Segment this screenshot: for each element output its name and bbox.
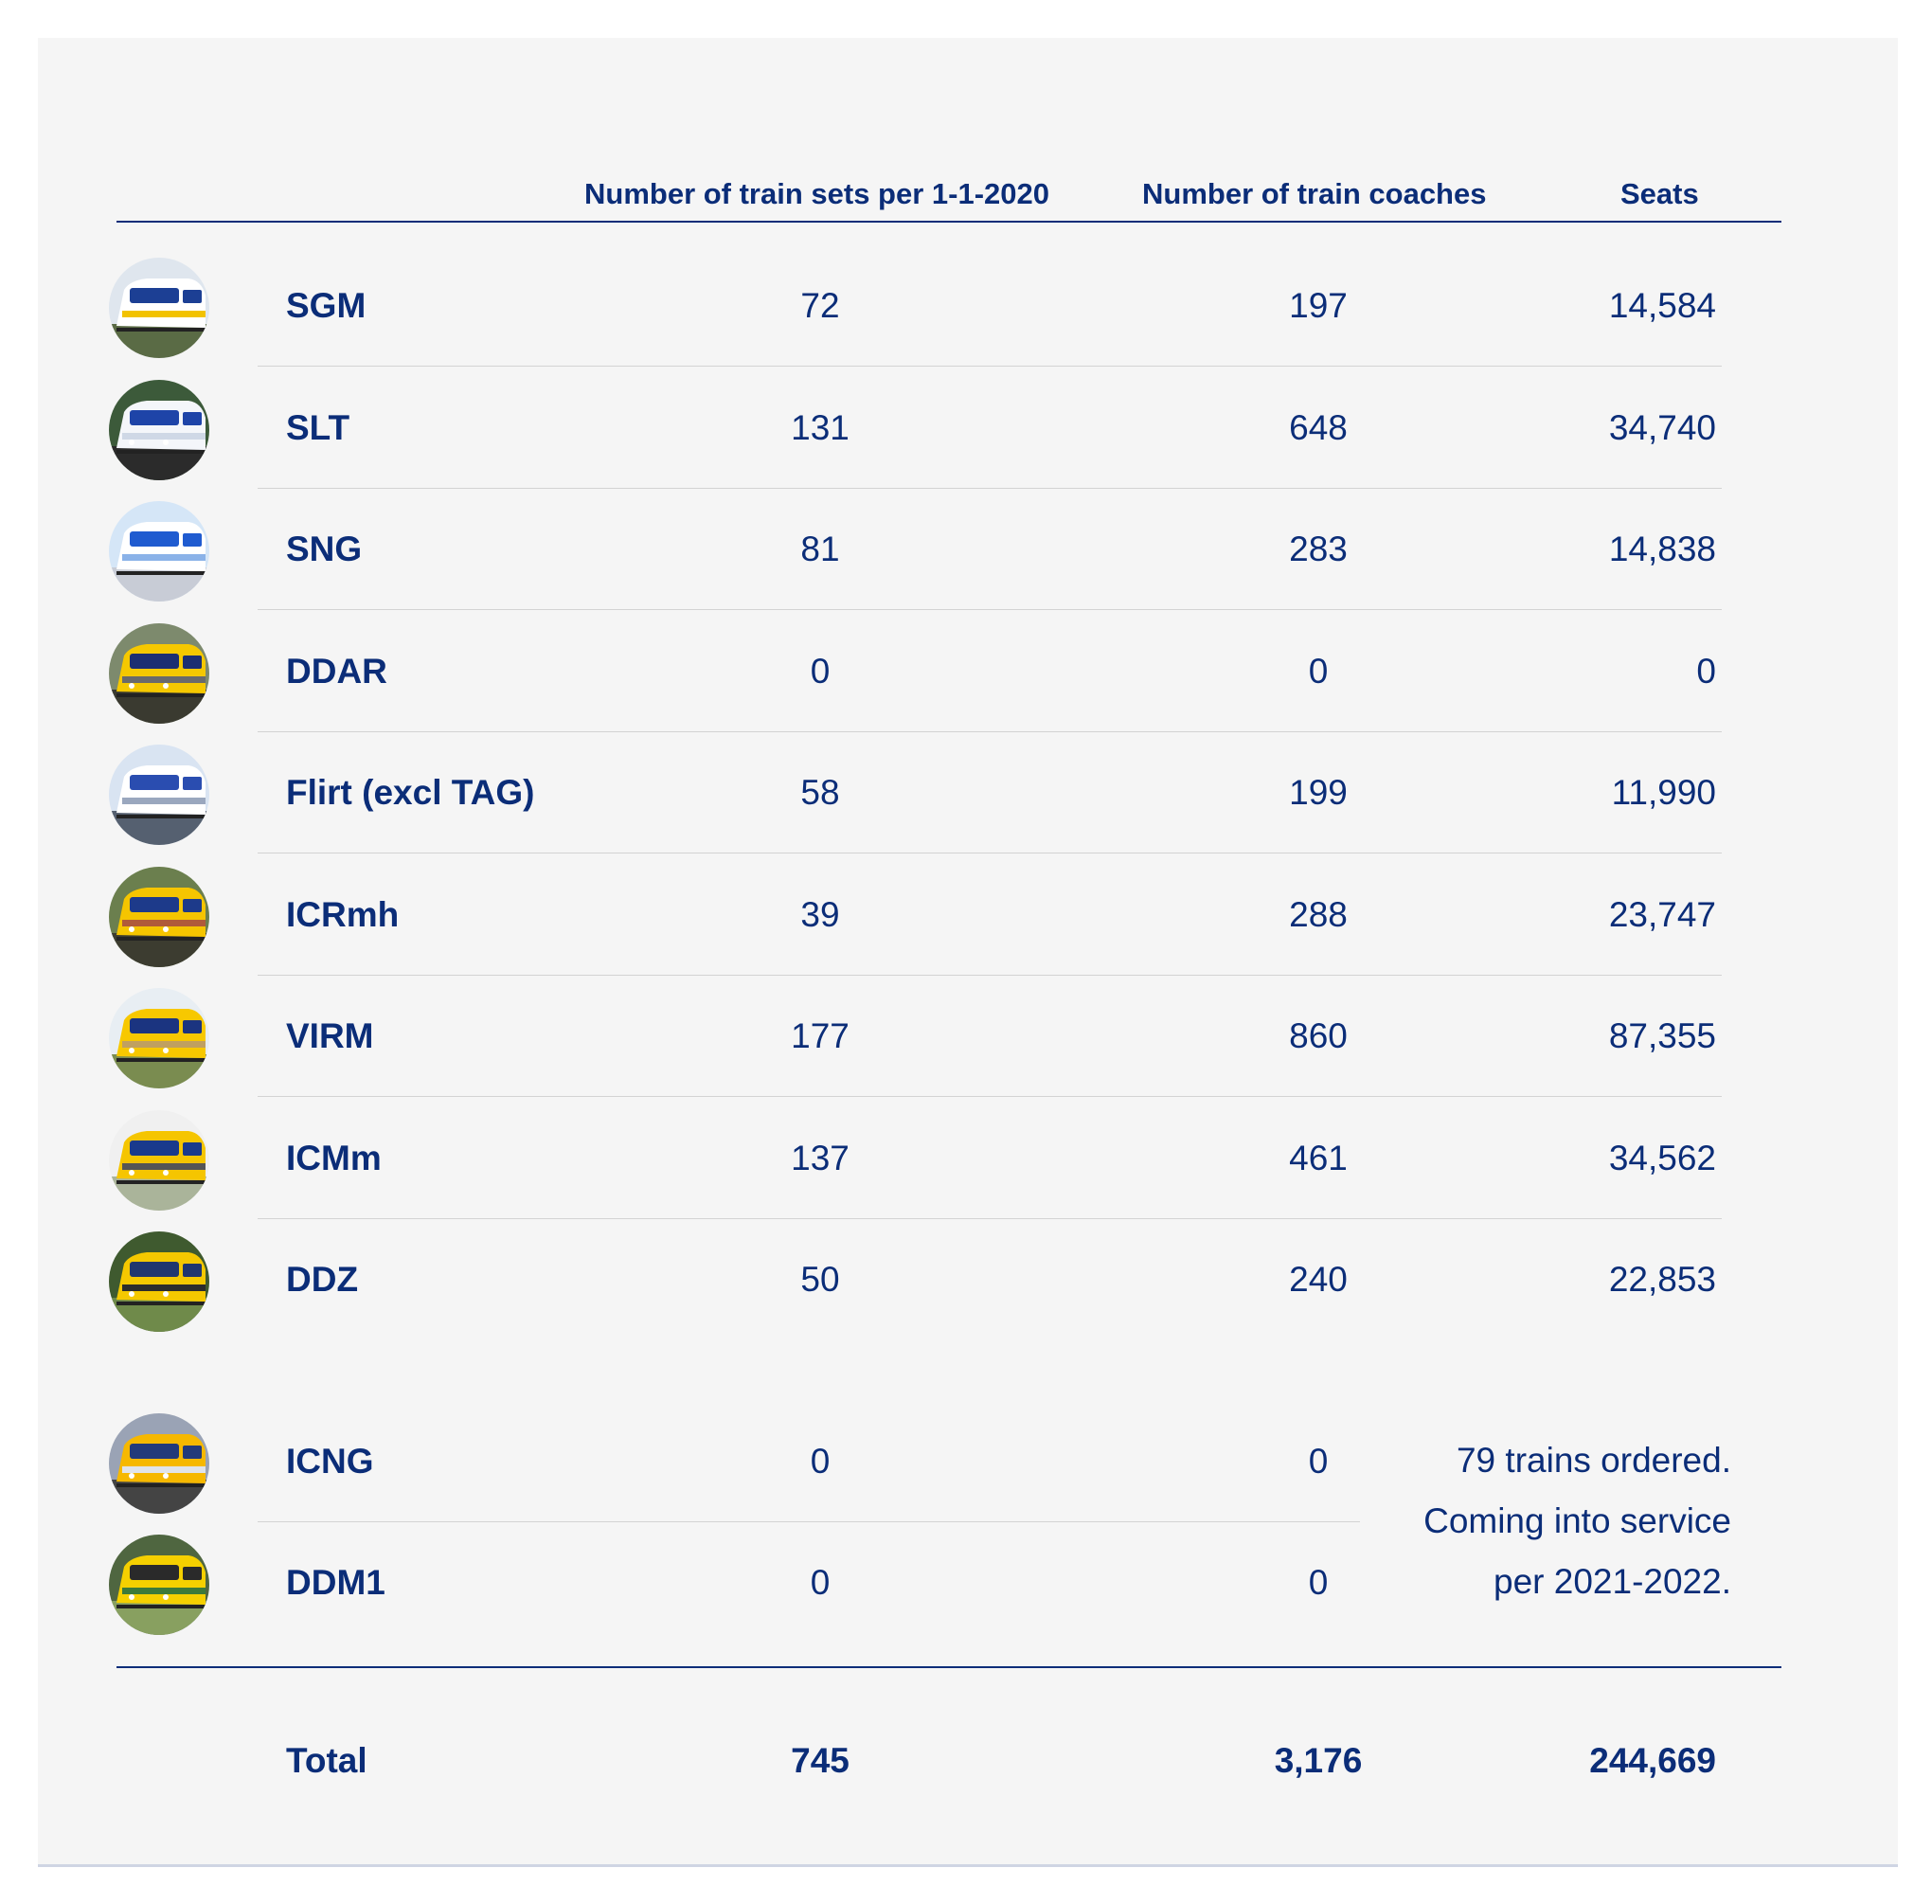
row-seats-flirt-excl-tag: 11,990 [1611,773,1716,812]
row-divider [258,1096,1722,1097]
row-seats-ddar: 0 [1696,652,1716,691]
ddz-train-photo-icon [109,1231,209,1332]
row-train-coaches-slt: 648 [1289,408,1348,447]
row-seats-slt: 34,740 [1608,408,1716,447]
row-name-sng: SNG [286,530,363,568]
row-train-sets-ddar: 0 [810,652,831,691]
flirt-train-photo-icon [109,745,209,845]
row-divider [258,731,1722,732]
row-name-icrmh: ICRmh [286,895,400,934]
ordered-note-line3: per 2021-2022. [1494,1562,1731,1601]
row-train-coaches-ddz: 240 [1289,1260,1348,1299]
row-seats-icrmh: 23,747 [1608,895,1716,934]
row-name-virm: VIRM [286,1016,374,1055]
row-train-coaches-icng: 0 [1308,1442,1329,1481]
row-train-coaches-ddm1: 0 [1308,1563,1329,1602]
row-divider [258,1521,1360,1522]
ordered-note [1326,1430,1731,1612]
row-seats-sgm: 14,584 [1608,286,1716,325]
row-name-flirt-excl-tag: Flirt (excl TAG) [286,773,535,812]
total-train-coaches: 3,176 [1274,1741,1363,1780]
header-train-sets: Number of train sets per 1-1-2020 [584,177,1050,210]
row-train-coaches-sng: 283 [1289,530,1348,568]
header-train-coaches: Number of train coaches [1142,177,1487,210]
header-rule [116,221,1781,223]
row-train-sets-ddm1: 0 [810,1563,831,1602]
row-train-sets-ddz: 50 [800,1260,840,1299]
icrmh-train-photo-icon [109,867,209,967]
sgm-train-photo-icon [109,258,209,358]
row-divider [258,366,1722,367]
row-train-coaches-virm: 860 [1289,1016,1348,1055]
row-name-ddz: DDZ [286,1260,359,1299]
row-name-ddm1: DDM1 [286,1563,385,1602]
row-divider [258,488,1722,489]
ordered-note-line1: 79 trains ordered. [1456,1441,1731,1480]
row-train-sets-icrmh: 39 [800,895,840,934]
icng-train-photo-icon [109,1413,209,1514]
header-seats: Seats [1620,177,1699,210]
row-train-sets-icmm: 137 [791,1139,850,1177]
row-name-icmm: ICMm [286,1139,382,1177]
row-train-sets-virm: 177 [791,1016,850,1055]
row-train-coaches-ddar: 0 [1308,652,1329,691]
ddm1-train-photo-icon [109,1535,209,1635]
row-seats-icmm: 34,562 [1608,1139,1716,1177]
row-train-sets-slt: 131 [791,408,850,447]
row-train-coaches-sgm: 197 [1289,286,1348,325]
row-train-sets-icng: 0 [810,1442,831,1481]
row-train-sets-sgm: 72 [800,286,840,325]
total-label: Total [286,1741,367,1780]
row-train-coaches-icmm: 461 [1289,1139,1348,1177]
total-seats: 244,669 [1589,1741,1716,1780]
row-seats-virm: 87,355 [1608,1016,1716,1055]
row-divider [258,609,1722,610]
row-name-sgm: SGM [286,286,367,325]
row-seats-sng: 14,838 [1608,530,1716,568]
ordered-note-line2: Coming into service [1423,1501,1731,1540]
row-name-ddar: DDAR [286,652,387,691]
row-divider [258,975,1722,976]
row-train-coaches-icrmh: 288 [1289,895,1348,934]
row-seats-ddz: 22,853 [1608,1260,1716,1299]
total-train-sets: 745 [791,1741,850,1780]
icmm-train-photo-icon [109,1110,209,1211]
row-train-sets-flirt-excl-tag: 58 [800,773,840,812]
row-name-slt: SLT [286,408,350,447]
row-train-sets-sng: 81 [800,530,840,568]
sng-train-photo-icon [109,501,209,602]
ddar-train-photo-icon [109,623,209,724]
slt-train-photo-icon [109,380,209,480]
row-train-coaches-flirt-excl-tag: 199 [1289,773,1348,812]
row-divider [258,1218,1722,1219]
virm-train-photo-icon [109,988,209,1088]
row-name-icng: ICNG [286,1442,374,1481]
total-rule [116,1666,1781,1668]
